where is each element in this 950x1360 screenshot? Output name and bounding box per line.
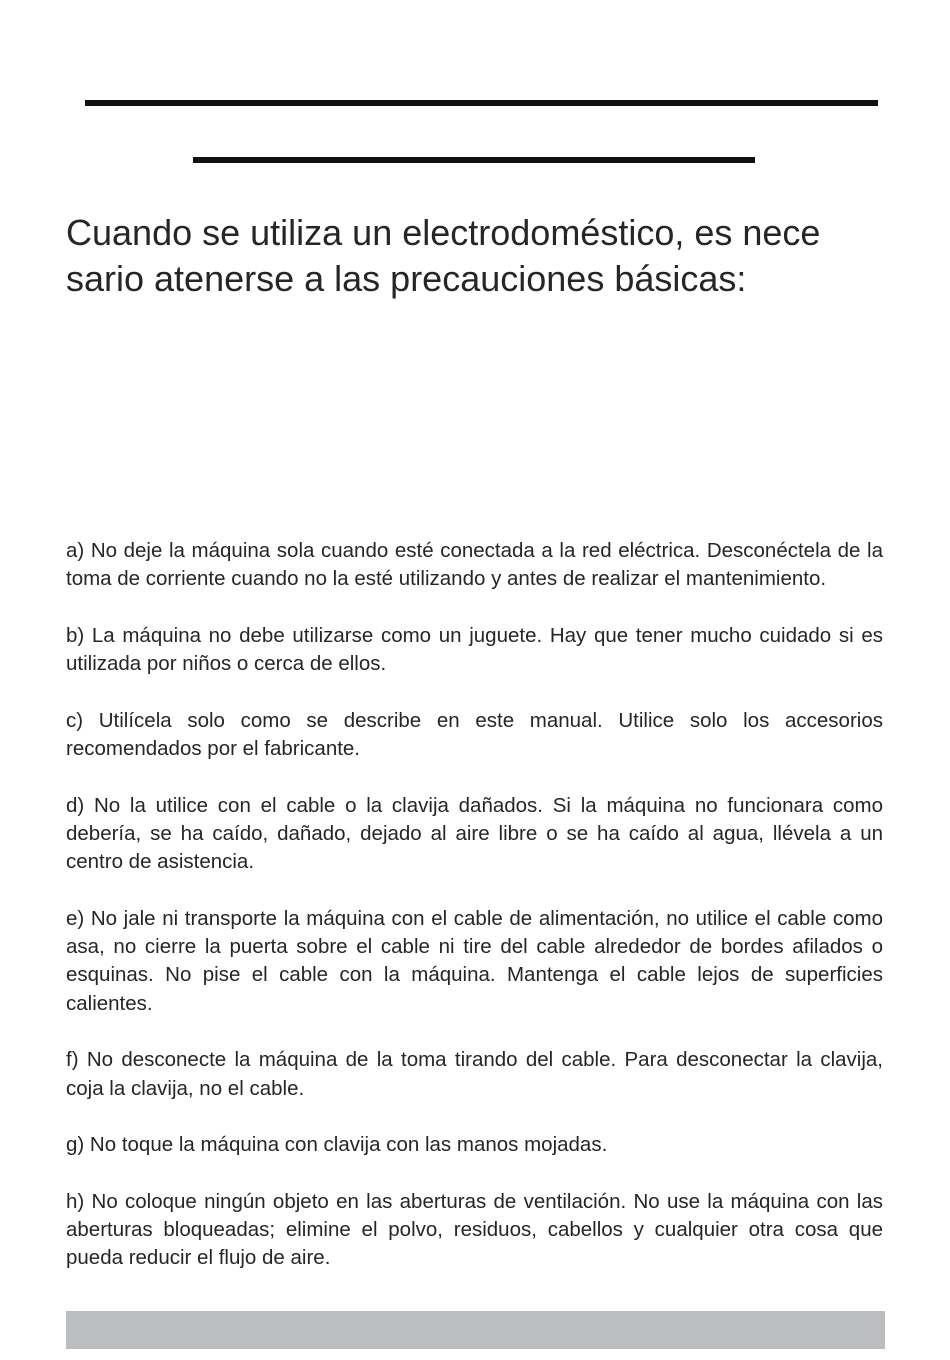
intro-line-2: sario atenerse a las precauciones básicas: bbox=[66, 258, 747, 299]
precaution-item-e: e) No jale ni transporte la máquina con el cable de alimentación, no utilice el cable como asa, no cierre la puerta sobre el cable ni tire del cable alrededor de bordes afilados o esquinas. No pise el cable con la máquina. Mantenga el cable lejos de superficies calientes. bbox=[66, 906, 883, 1015]
precaution-item-h: h) No coloque ningún objeto en las aberturas de ventilación. No use la máquina con las aberturas bloqueadas; elimine el polvo, residuos, cabellos y cualquier otra cosa que pueda reducir el flujo de aire. bbox=[66, 1189, 883, 1270]
precaution-item-b: b) La máquina no debe utilizarse como un juguete. Hay que tener mucho cuidado si es utilizada por niños o cerca de ellos. bbox=[66, 623, 883, 676]
precautions-list bbox=[66, 537, 883, 1301]
header-rule-second bbox=[193, 157, 755, 163]
footer-bar bbox=[66, 1311, 885, 1349]
precaution-item-c: c) Utilícela solo como se describe en este manual. Utilice solo los accesorios recomendados por el fabricante. bbox=[66, 708, 883, 761]
intro-line-1: Cuando se utiliza un electrodoméstico, es nece bbox=[66, 212, 821, 253]
intro-heading bbox=[66, 210, 866, 302]
precaution-item-d: d) No la utilice con el cable o la clavija dañados. Si la máquina no funcionara como debería, se ha caído, dañado, dejado al aire libre o se ha caído al agua, llévela a un centro de asistencia. bbox=[66, 793, 883, 874]
header-rule-top bbox=[85, 100, 878, 106]
precaution-item-f: f) No desconecte la máquina de la toma tirando del cable. Para desconectar la clavija, coja la clavija, no el cable. bbox=[66, 1048, 883, 1100]
precaution-item-g: g) No toque la máquina con clavija con las manos mojadas. bbox=[66, 1133, 608, 1157]
precaution-item-a: a) No deje la máquina sola cuando esté conectada a la red eléctrica. Desconéctela de la toma de corriente cuando no la esté utilizando y antes de realizar el mantenimiento. bbox=[66, 539, 883, 591]
